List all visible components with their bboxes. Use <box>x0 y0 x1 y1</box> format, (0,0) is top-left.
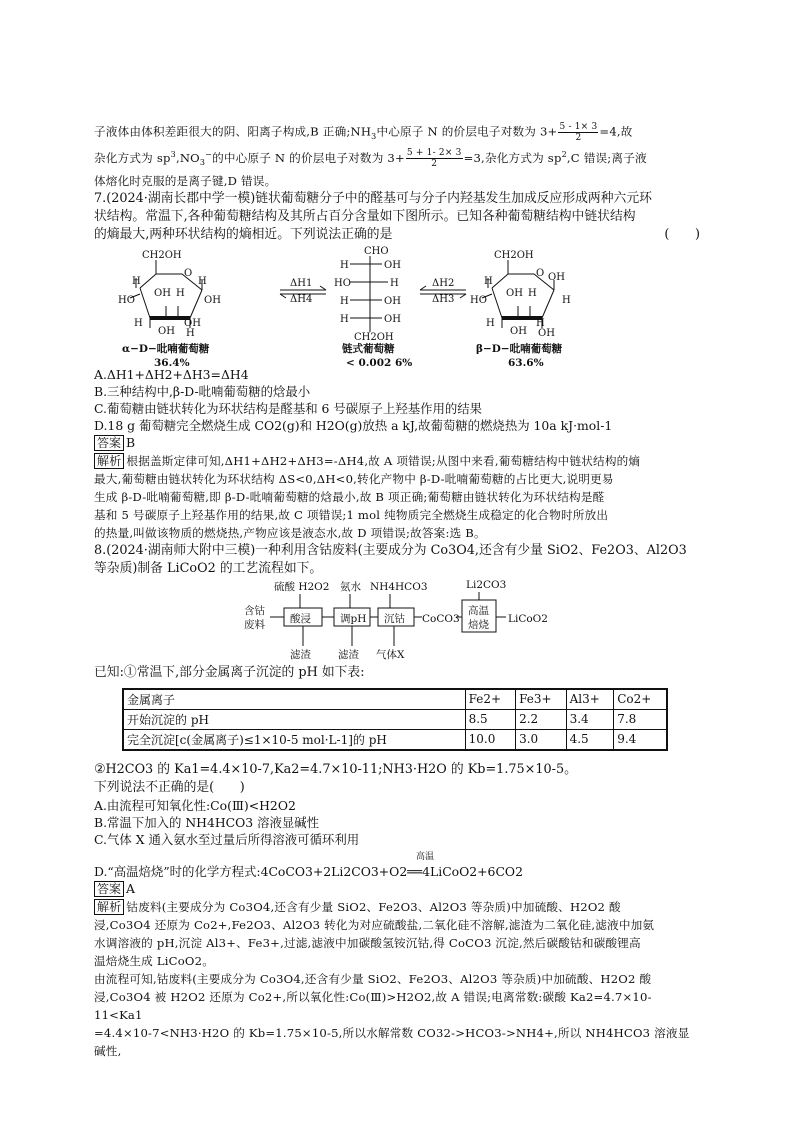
calcination-box-label: 高温 <box>468 604 489 617</box>
filter-residue-label: 滤渣 <box>290 648 311 661</box>
analysis-line: =4.4×10-7<NH3·H2O 的 Kb=1.75×10-5,所以水解常数 CO32->HCO3->NH4+,所以 NH4HCO3 溶液显碱性, <box>94 1025 690 1058</box>
table-cell: 4.5 <box>566 729 614 750</box>
feed-label: 废料 <box>244 618 265 631</box>
delta-h1-label: ΔH1 <box>290 277 313 289</box>
answer-value: B <box>126 434 136 450</box>
previous-solution <box>94 122 700 190</box>
oh-label: OH <box>154 287 171 299</box>
analysis-line <box>94 898 700 916</box>
fraction <box>406 148 463 169</box>
answer-line <box>94 880 700 898</box>
filter-residue-label: 滤渣 <box>338 648 359 661</box>
cho-label: CHO <box>364 245 389 257</box>
table-cell: 完全沉淀[c(金属离子)≤1×10-5 mol·L-1]的 pH <box>123 729 465 750</box>
analysis-line: 浸,Co3O4 还原为 Co2+,Fe2O3、Al2O3 转化为对应硫酸盐,二氧化硅不溶解,滤渣为二氧化硅,滤液中加氨 <box>94 917 655 932</box>
solution-line <box>94 146 700 172</box>
feed-label: 含钴 <box>244 604 265 617</box>
option-a: A.ΔH1+ΔH2+ΔH3=ΔH4 <box>94 366 249 382</box>
acid-leach-box-label: 酸浸 <box>290 612 311 625</box>
h-label: H <box>390 277 399 289</box>
oh-label: OH <box>158 325 175 337</box>
question-stem-line: 7.(2024·湖南长郡中学一模)链状葡萄糖分子中的醛基可与分子内羟基发生加成反应形成两种六元环 <box>94 190 652 206</box>
subscript: 3 <box>199 157 206 167</box>
reagent-nh4hco3: NH4HCO3 <box>370 580 428 593</box>
table-header-cell: Fe3+ <box>516 689 567 710</box>
chain-glucose-percent: < 0.002 6% <box>346 356 413 366</box>
h-label: H <box>486 317 495 329</box>
oh-label: OH <box>384 295 401 307</box>
table-row <box>123 709 667 729</box>
reagent-ammonia: 氨水 <box>340 580 361 593</box>
superscript: − <box>205 149 213 159</box>
page-content <box>94 122 700 1060</box>
beta-glucose-name: β−D−吡喃葡萄糖 <box>476 342 563 355</box>
text: =4,故 <box>599 124 633 139</box>
known-intro: 已知:①常温下,部分金属离子沉淀的 pH 如下表: <box>94 664 365 680</box>
analysis-line: 水调溶液的 pH,沉淀 Al3+、Fe3+,过滤,滤液中加碳酸氢铵沉钴,得 CoCO3 沉淀,然后碳酸钴和碳酸锂高 <box>94 935 641 950</box>
option-b: B.常温下加入的 NH4HCO3 溶液显碱性 <box>94 814 320 830</box>
analysis-line: 由流程可知,钴废料(主要成分为 Co3O4,还含有少量 SiO2、Fe2O3、Al2O3 等杂质)中加硫酸、H2O2 酸 <box>94 971 652 986</box>
answer-line <box>94 434 700 452</box>
option-d: D.“高温焙烧”时的化学方程式:4CoCO3+2Li2CO3+O2══4LiCoO2+6CO2 <box>94 863 523 879</box>
table-row <box>123 729 667 750</box>
analysis-line: 的热量,叫做该物质的燃烧热,产物应该是液态水,故 D 项错误;故答案:选 B。 <box>94 525 486 540</box>
analysis-line <box>94 452 700 470</box>
product-label: LiCoO2 <box>508 612 548 625</box>
solution-line <box>94 122 700 146</box>
h-label: H <box>528 287 537 299</box>
ring-oxygen-label: O <box>184 267 193 279</box>
reagent-h2so4-h2o2: 硫酸 H2O2 <box>274 580 330 593</box>
oh-label: OH <box>506 287 523 299</box>
option-d: D.18 g 葡萄糖完全燃烧生成 CO2(g)和 H2O(g)放热 a kJ,故葡萄糖的燃烧热为 10a kJ·mol-1 <box>94 417 613 433</box>
analysis-line: 基和 5 号碳原子上羟基作用的结果,故 C 项错误;1 mol 纯物质完全燃烧生成稳定的化合物时所放出 <box>94 507 609 522</box>
option-c: C.气体 X 通入氨水至过量后所得溶液可循环利用 <box>94 831 360 847</box>
table-cell: 开始沉淀的 pH <box>123 709 465 729</box>
fraction-numerator: 5 + 1- 2× 3 <box>406 148 462 159</box>
h-label: H <box>134 317 143 329</box>
gas-x-label: 气体X <box>376 648 405 661</box>
text: 的熵最大,两种环状结构的熵相近。下列说法正确的是 <box>94 226 393 242</box>
h-label: H <box>340 295 349 307</box>
delta-h4-label: ΔH4 <box>290 293 313 305</box>
option-b: B.三种结构中,β-D-吡喃葡萄糖的焓最小 <box>94 383 311 399</box>
process-flow-svg <box>94 580 700 662</box>
text: ,NO <box>175 150 200 165</box>
delta-h2-label: ΔH2 <box>432 277 455 289</box>
oh-label: OH <box>204 294 221 306</box>
oh-label: OH <box>384 259 401 271</box>
table-cell: 3.4 <box>566 709 614 729</box>
answer-bracket: ( ) <box>664 226 700 242</box>
option-a: A.由流程可知氧化性:Co(Ⅲ)<H2O2 <box>94 797 296 813</box>
h-label: H <box>176 287 185 299</box>
text: 的中心原子 N 的价层电子对数为 3+ <box>212 150 405 165</box>
question-stem-line: 状结构。常温下,各种葡萄糖结构及其所占百分含量如下图所示。已知各种葡萄糖结构中链状结构 <box>94 208 636 224</box>
text: 杂化方式为 sp <box>94 150 171 165</box>
text: 中心原子 N 的价层电子对数为 3+ <box>376 124 558 139</box>
alpha-glucose-name: α−D−吡喃葡萄糖 <box>122 342 210 355</box>
analysis-line: 最大,葡萄糖由链状转化为环状结构 ΔS<0,ΔH<0,转化产物中 β-D-吡喃葡萄糖的占比更大,说明更易 <box>94 471 614 486</box>
question-7 <box>94 190 700 542</box>
table-header-cell: Co2+ <box>614 689 667 710</box>
oh-label: OH <box>548 271 565 283</box>
ho-label: HO <box>470 294 487 306</box>
ch2oh-label: CH2OH <box>142 249 182 261</box>
process-flow-figure <box>94 580 700 662</box>
solution-line: 体熔化时克服的是离子键,D 错误。 <box>94 173 277 188</box>
answer-value: A <box>126 880 135 896</box>
analysis-line: 生成 β-D-吡喃葡萄糖,即 β-D-吡喃葡萄糖的焓最小,故 B 项正确;葡萄糖由链状转化为环状结构是醛 <box>94 489 605 504</box>
analysis-line: 温焙烧生成 LiCoO2。 <box>94 953 214 968</box>
analysis-tag: 解析 <box>94 899 124 915</box>
calcination-box-label: 焙烧 <box>468 618 489 631</box>
table-cell: 8.5 <box>465 709 516 729</box>
table-cell: 3.0 <box>516 729 567 750</box>
answer-tag: 答案 <box>94 881 124 897</box>
ho-label: HO <box>334 277 351 289</box>
reagent-li2co3: Li2CO3 <box>466 579 507 591</box>
fraction-denominator: 2 <box>431 159 438 170</box>
ch2oh-label: CH2OH <box>494 249 534 261</box>
option-c: C.葡萄糖由链状转化为环状结构是醛基和 6 号碳原子上羟基作用的结果 <box>94 400 483 416</box>
answer-tag: 答案 <box>94 435 124 451</box>
question-stem-line <box>94 226 700 244</box>
h-label: H <box>198 275 207 287</box>
subscript: 3 <box>371 131 377 141</box>
analysis-line: 浸,Co3O4 被 H2O2 还原为 Co2+,所以氧化性:Co(Ⅲ)>H2O2,故 A 错误;电离常数:碳酸 Ka2=4.7×10-11<Ka1 <box>94 989 652 1022</box>
analysis-block <box>94 452 700 542</box>
text: 根据盖斯定律可知,ΔH1+ΔH2+ΔH3=-ΔH4,故 A 项错误;从图中来看,葡萄糖结构中链状结构的熵 <box>126 453 641 468</box>
ho-label: HO <box>118 294 135 306</box>
analysis-tag: 解析 <box>94 453 124 469</box>
h-label: H <box>340 259 349 271</box>
table-header-cell: Fe2+ <box>465 689 516 710</box>
cobalt-carbonate-label: CoCO3 <box>422 612 460 625</box>
text: 钴废料(主要成分为 Co3O4,还含有少量 SiO2、Fe2O3、Al2O3 等杂质)中加硫酸、H2O2 酸 <box>126 899 621 914</box>
table-cell: 2.2 <box>516 709 567 729</box>
cobalt-precipitation-box-label: 沉钴 <box>384 612 405 625</box>
ch2oh-label: CH2OH <box>354 331 394 343</box>
text: =3,杂化方式为 sp <box>463 150 562 165</box>
text: 子液体由体积差距很大的阴、阳离子构成,B 正确;NH <box>94 124 372 139</box>
table-header-row <box>123 689 667 710</box>
table-cell: 7.8 <box>614 709 667 729</box>
oh-label: OH <box>510 325 527 337</box>
fraction-denominator: 2 <box>575 133 582 143</box>
adjust-ph-box-label: 调pH <box>340 612 367 625</box>
fraction <box>558 122 598 143</box>
superscript: 3 <box>170 149 176 159</box>
superscript: 2 <box>561 149 567 159</box>
analysis-block <box>94 898 700 1060</box>
table-header-cell: 金属离子 <box>123 689 465 710</box>
oh-label: OH <box>384 313 401 325</box>
text: ,C 错误;离子液 <box>566 150 647 165</box>
h-label: H <box>484 275 493 287</box>
reaction-condition-label: 高温 <box>416 851 435 862</box>
question-8 <box>94 542 700 1060</box>
known-item-2: ②H2CO3 的 Ka1=4.4×10-7,Ka2=4.7×10-11;NH3·H2O 的 Kb=1.75×10-5。 <box>94 761 577 777</box>
h-label: H <box>132 275 141 287</box>
table-header-cell: Al3+ <box>566 689 614 710</box>
fraction-numerator: 5 - 1× 3 <box>559 122 598 132</box>
table-cell: 10.0 <box>465 729 516 750</box>
h-label: H <box>536 317 545 329</box>
delta-h3-label: ΔH3 <box>432 293 455 305</box>
oh-label: OH <box>184 317 201 329</box>
question-stem-line: 等杂质)制备 LiCoO2 的工艺流程如下。 <box>94 560 323 576</box>
h-label: H <box>186 327 195 339</box>
h-label: H <box>562 294 571 306</box>
alpha-glucose-percent: 36.4% <box>154 356 190 366</box>
glucose-structures-figure <box>94 246 700 366</box>
ring-oxygen-label: O <box>536 267 545 279</box>
question-prompt: 下列说法不正确的是( ) <box>94 779 245 795</box>
ph-table <box>122 688 668 751</box>
table-cell: 9.4 <box>614 729 667 750</box>
h-label: H <box>340 313 349 325</box>
glucose-structures-svg <box>94 246 700 366</box>
oh-label: OH <box>538 327 555 339</box>
question-stem-line: 8.(2024·湖南师大附中三模)一种利用含钴废料(主要成分为 Co3O4,还含有少量 SiO2、Fe2O3、Al2O3 <box>94 542 687 558</box>
chain-glucose-name: 链式葡萄糖 <box>342 342 395 355</box>
beta-glucose-percent: 63.6% <box>508 356 544 366</box>
